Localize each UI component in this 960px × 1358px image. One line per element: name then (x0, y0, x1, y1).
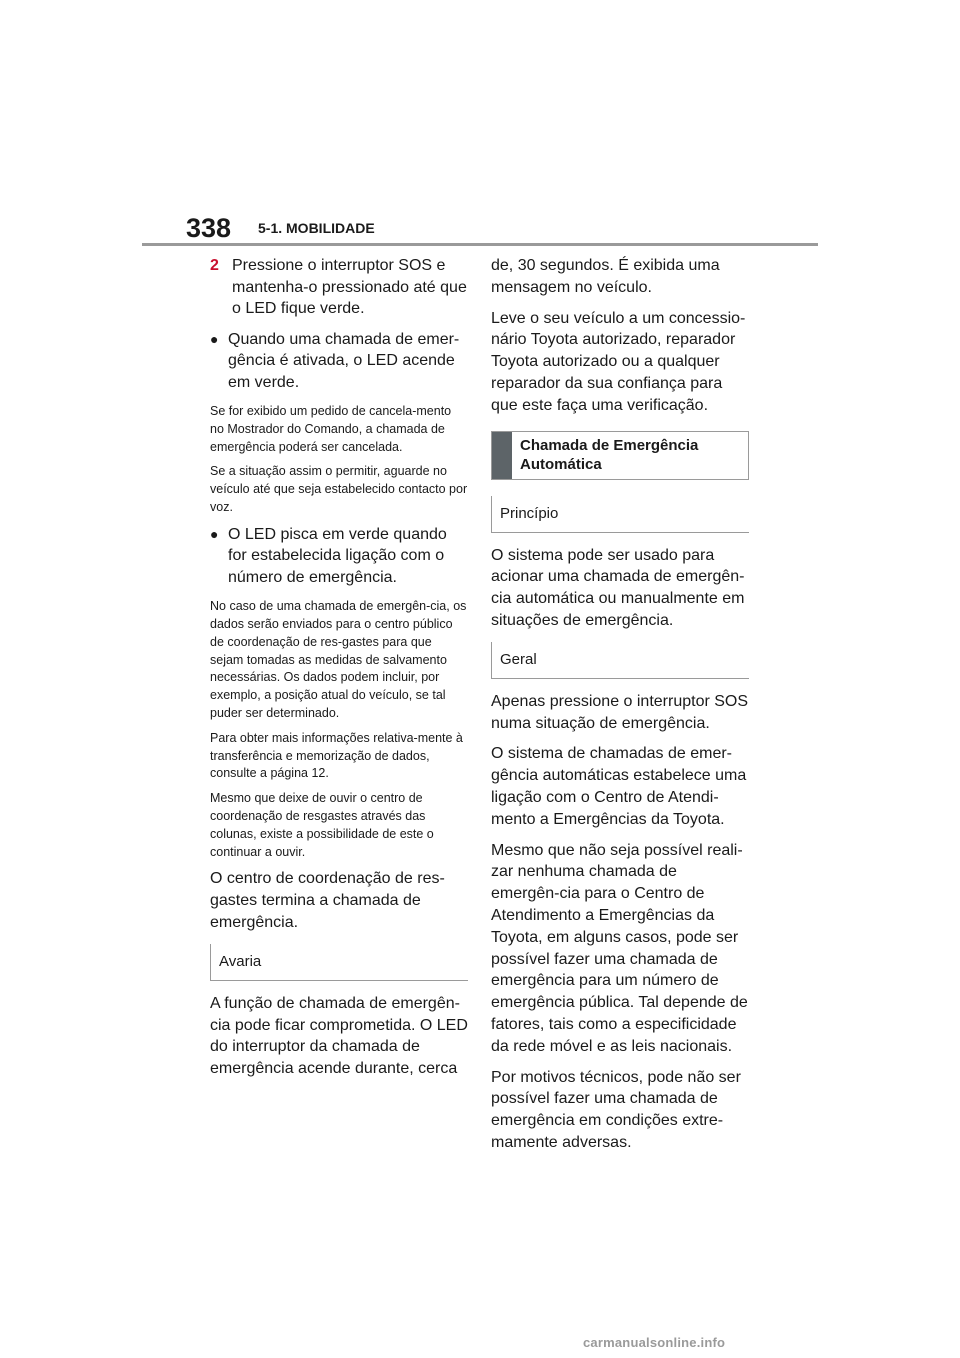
watermark: carmanualsonline.info (583, 1335, 726, 1350)
bullet-icon: ● (210, 525, 219, 542)
note-page-ref: Para obter mais informações relativa-mente à transferência e memorização de dados, consulte a página 12. (210, 730, 463, 781)
header-rule (142, 243, 818, 246)
box-title: Chamada de Emergência Automática (520, 436, 699, 474)
para-dealer: Leve o seu veículo a um concessio-nário Toyota autorizado, reparador Toyota autorizado ou a qualquer reparador da sua confiança para que este faça uma verificação. (491, 309, 746, 414)
subheading-geral: Geral (491, 642, 749, 679)
subheading-principio: Princípio (491, 496, 749, 533)
subheading-avaria: Avaria (210, 944, 468, 981)
page-header (0, 0, 960, 250)
step-2 (210, 255, 468, 320)
section-title: 5-1. MOBILIDADE (258, 220, 375, 236)
section-box-heading (491, 431, 749, 480)
para-continued: de, 30 segundos. É exibida uma mensagem no veículo. (491, 257, 720, 296)
para-avaria: A função de chamada de emergên-cia pode ficar comprometida. O LED do interruptor da chamada de emergência acende durante, cerca (210, 994, 468, 1078)
para-geral-3: Mesmo que não seja possível reali-zar nenhuma chamada de emergên-cia para o Centro de Atendimento a Emergências da Toyota, em alguns casos, pode ser possível fazer uma chamada de emergência para um número de emergência pública. Tal depende de fatores, tais como a especificidade da rede móvel e as leis nacionais. (491, 841, 748, 1055)
bullet-text: Quando uma chamada de emer-gência é ativada, o LED acende em verde. (228, 330, 460, 391)
step-number: 2 (210, 257, 219, 274)
note-wait: Se a situação assim o permitir, aguarde no veículo até que seja estabelecido contacto por voz. (210, 464, 468, 514)
para-geral-4: Por motivos técnicos, pode não ser possível fazer uma chamada de emergência em condições extre-mamente adversas. (491, 1068, 741, 1151)
right-column (491, 255, 749, 1163)
bullet-led-green (210, 329, 468, 394)
bullet-led-blink (210, 524, 468, 589)
note-cancel: Se for exibido um pedido de cancela-mento no Mostrador do Comando, a chamada de emergência poderá ser cancelada. (210, 404, 452, 454)
para-end-call: O centro de coordenação de res-gastes termina a chamada de emergência. (210, 870, 445, 932)
heading-bar (492, 432, 512, 479)
note-data: No caso de uma chamada de emergên-cia, os dados serão enviados para o centro público de coordenação de res-gastes para que sejam tomadas as medidas de salvamento necessárias. Os dados podem incluir, por exemplo, a posição atual do veículo, se tal puder ser determinado. (210, 599, 467, 721)
left-column (210, 255, 468, 1089)
bullet-text: O LED pisca em verde quando for estabelecida ligação com o número de emergência. (228, 525, 447, 586)
page-number: 338 (186, 213, 232, 243)
step-text: Pressione o interruptor SOS e mantenha-o pressionado até que o LED fique verde. (232, 257, 467, 317)
bullet-icon: ● (210, 330, 219, 347)
note-listen: Mesmo que deixe de ouvir o centro de coordenação de resgastes através das colunas, existe a possibilidade de este o continuar a ouvir. (210, 791, 434, 859)
para-geral-1: Apenas pressione o interruptor SOS numa situação de emergência. (491, 692, 749, 732)
para-principio: O sistema pode ser usado para acionar uma chamada de emergên-cia automática ou manualmente em situações de emergência. (491, 546, 745, 629)
para-geral-2: O sistema de chamadas de emer-gência automáticas estabelece uma ligação com o Centro de Atendi-mento a Emergências da Toyota. (491, 745, 747, 828)
